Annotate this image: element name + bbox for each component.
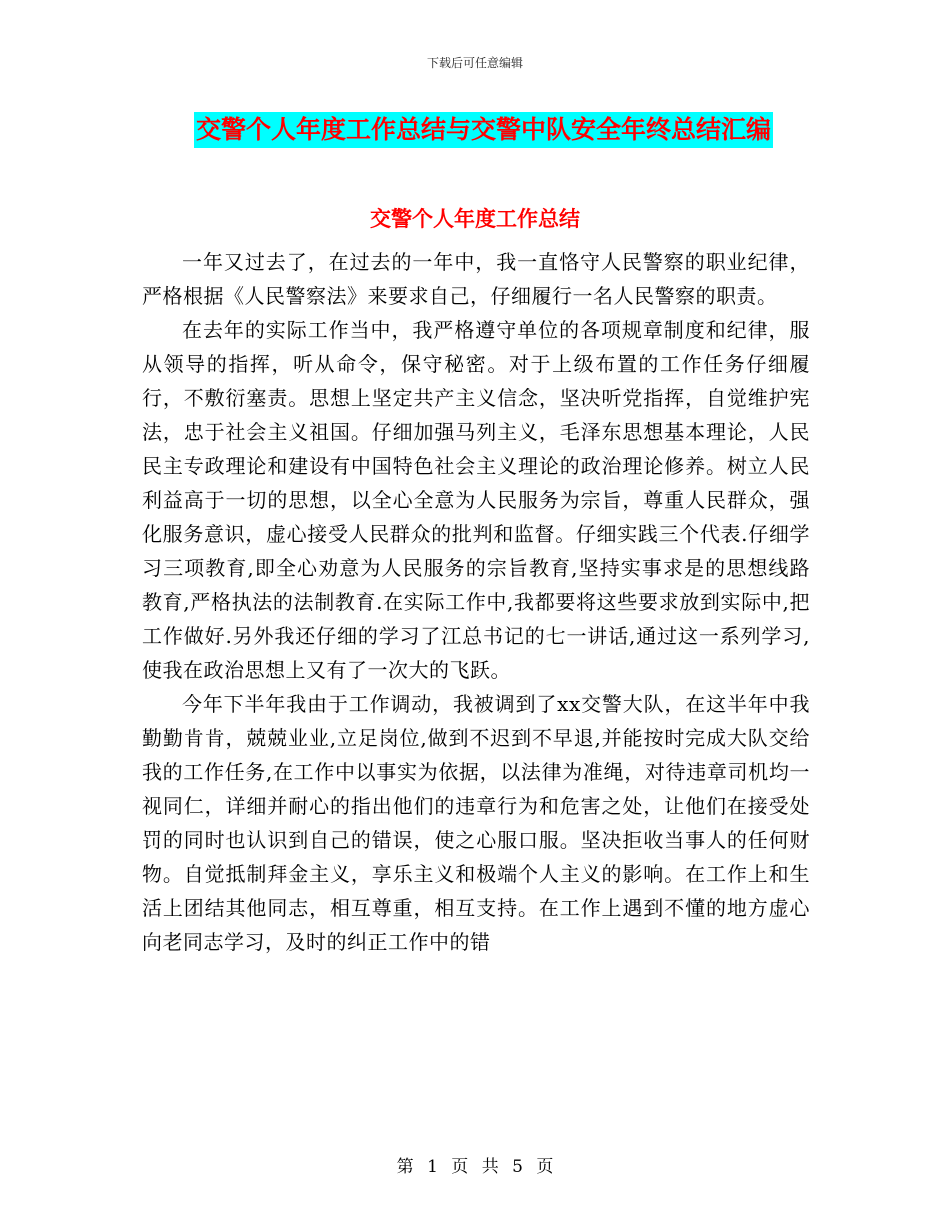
paragraph-3: 今年下半年我由于工作调动，我被调到了xx交警大队，在这半年中我勤勤肯肯，兢兢业业,立足岗位,做到不迟到不早退,并能按时完成大队交给我的工作任务,在工作中以事实为依据，以法律为准绳，对待违章司机均一视同仁，详细并耐心的指出他们的违章行为和危害之处，让他们在接受处罚的同时也认识到自己的错误，使之心服口服。坚决拒收当事人的任何财物。自觉抵制拜金主义，享乐主义和极端个人主义的影响。在工作上和生活上团结其他同志，相互尊重，相互支持。在工作上遇到不懂的地方虚心向老同志学习，及时的纠正工作中的错 [142, 692, 810, 954]
page-number: 第 1 页 共 5 页 [396, 1157, 554, 1177]
header-note: 下载后可任意编辑 [426, 56, 523, 70]
paragraph-2: 在去年的实际工作当中，我严格遵守单位的各项规章制度和纪律，服从领导的指挥，听从命令，保守秘密。对于上级布置的工作任务仔细履行，不敷衍塞责。思想上坚定共产主义信念，坚决听党指挥，自觉维护宪法，忠于社会主义祖国。仔细加强马列主义，毛泽东思想基本理论，人民民主专政理论和建设有中国特色社会主义理论的政治理论修养。树立人民利益高于一切的思想，以全心全意为人民服务为宗旨，尊重人民群众，强化服务意识，虚心接受人民群众的批判和监督。仔细实践三个代表.仔细学习三项教育,即全心劝意为人民服务的宗旨教育,坚持实事求是的思想线路教育,严格执法的法制教育.在实际工作中,我都要将这些要求放到实际中,把工作做好.另外我还仔细的学习了江总书记的七一讲话,通过这一系列学习,使我在政治思想上又有了一次大的飞跃。 [142, 318, 810, 682]
paragraph-1: 一年又过去了，在过去的一年中，我一直恪守人民警察的职业纪律，严格根据《人民警察法》来要求自己，仔细履行一名人民警察的职责。 [142, 250, 810, 308]
document-title: 交警个人年度工作总结与交警中队安全年终总结汇编 [194, 112, 773, 148]
section-title: 交警个人年度工作总结 [370, 207, 580, 231]
body-text [142, 245, 810, 959]
